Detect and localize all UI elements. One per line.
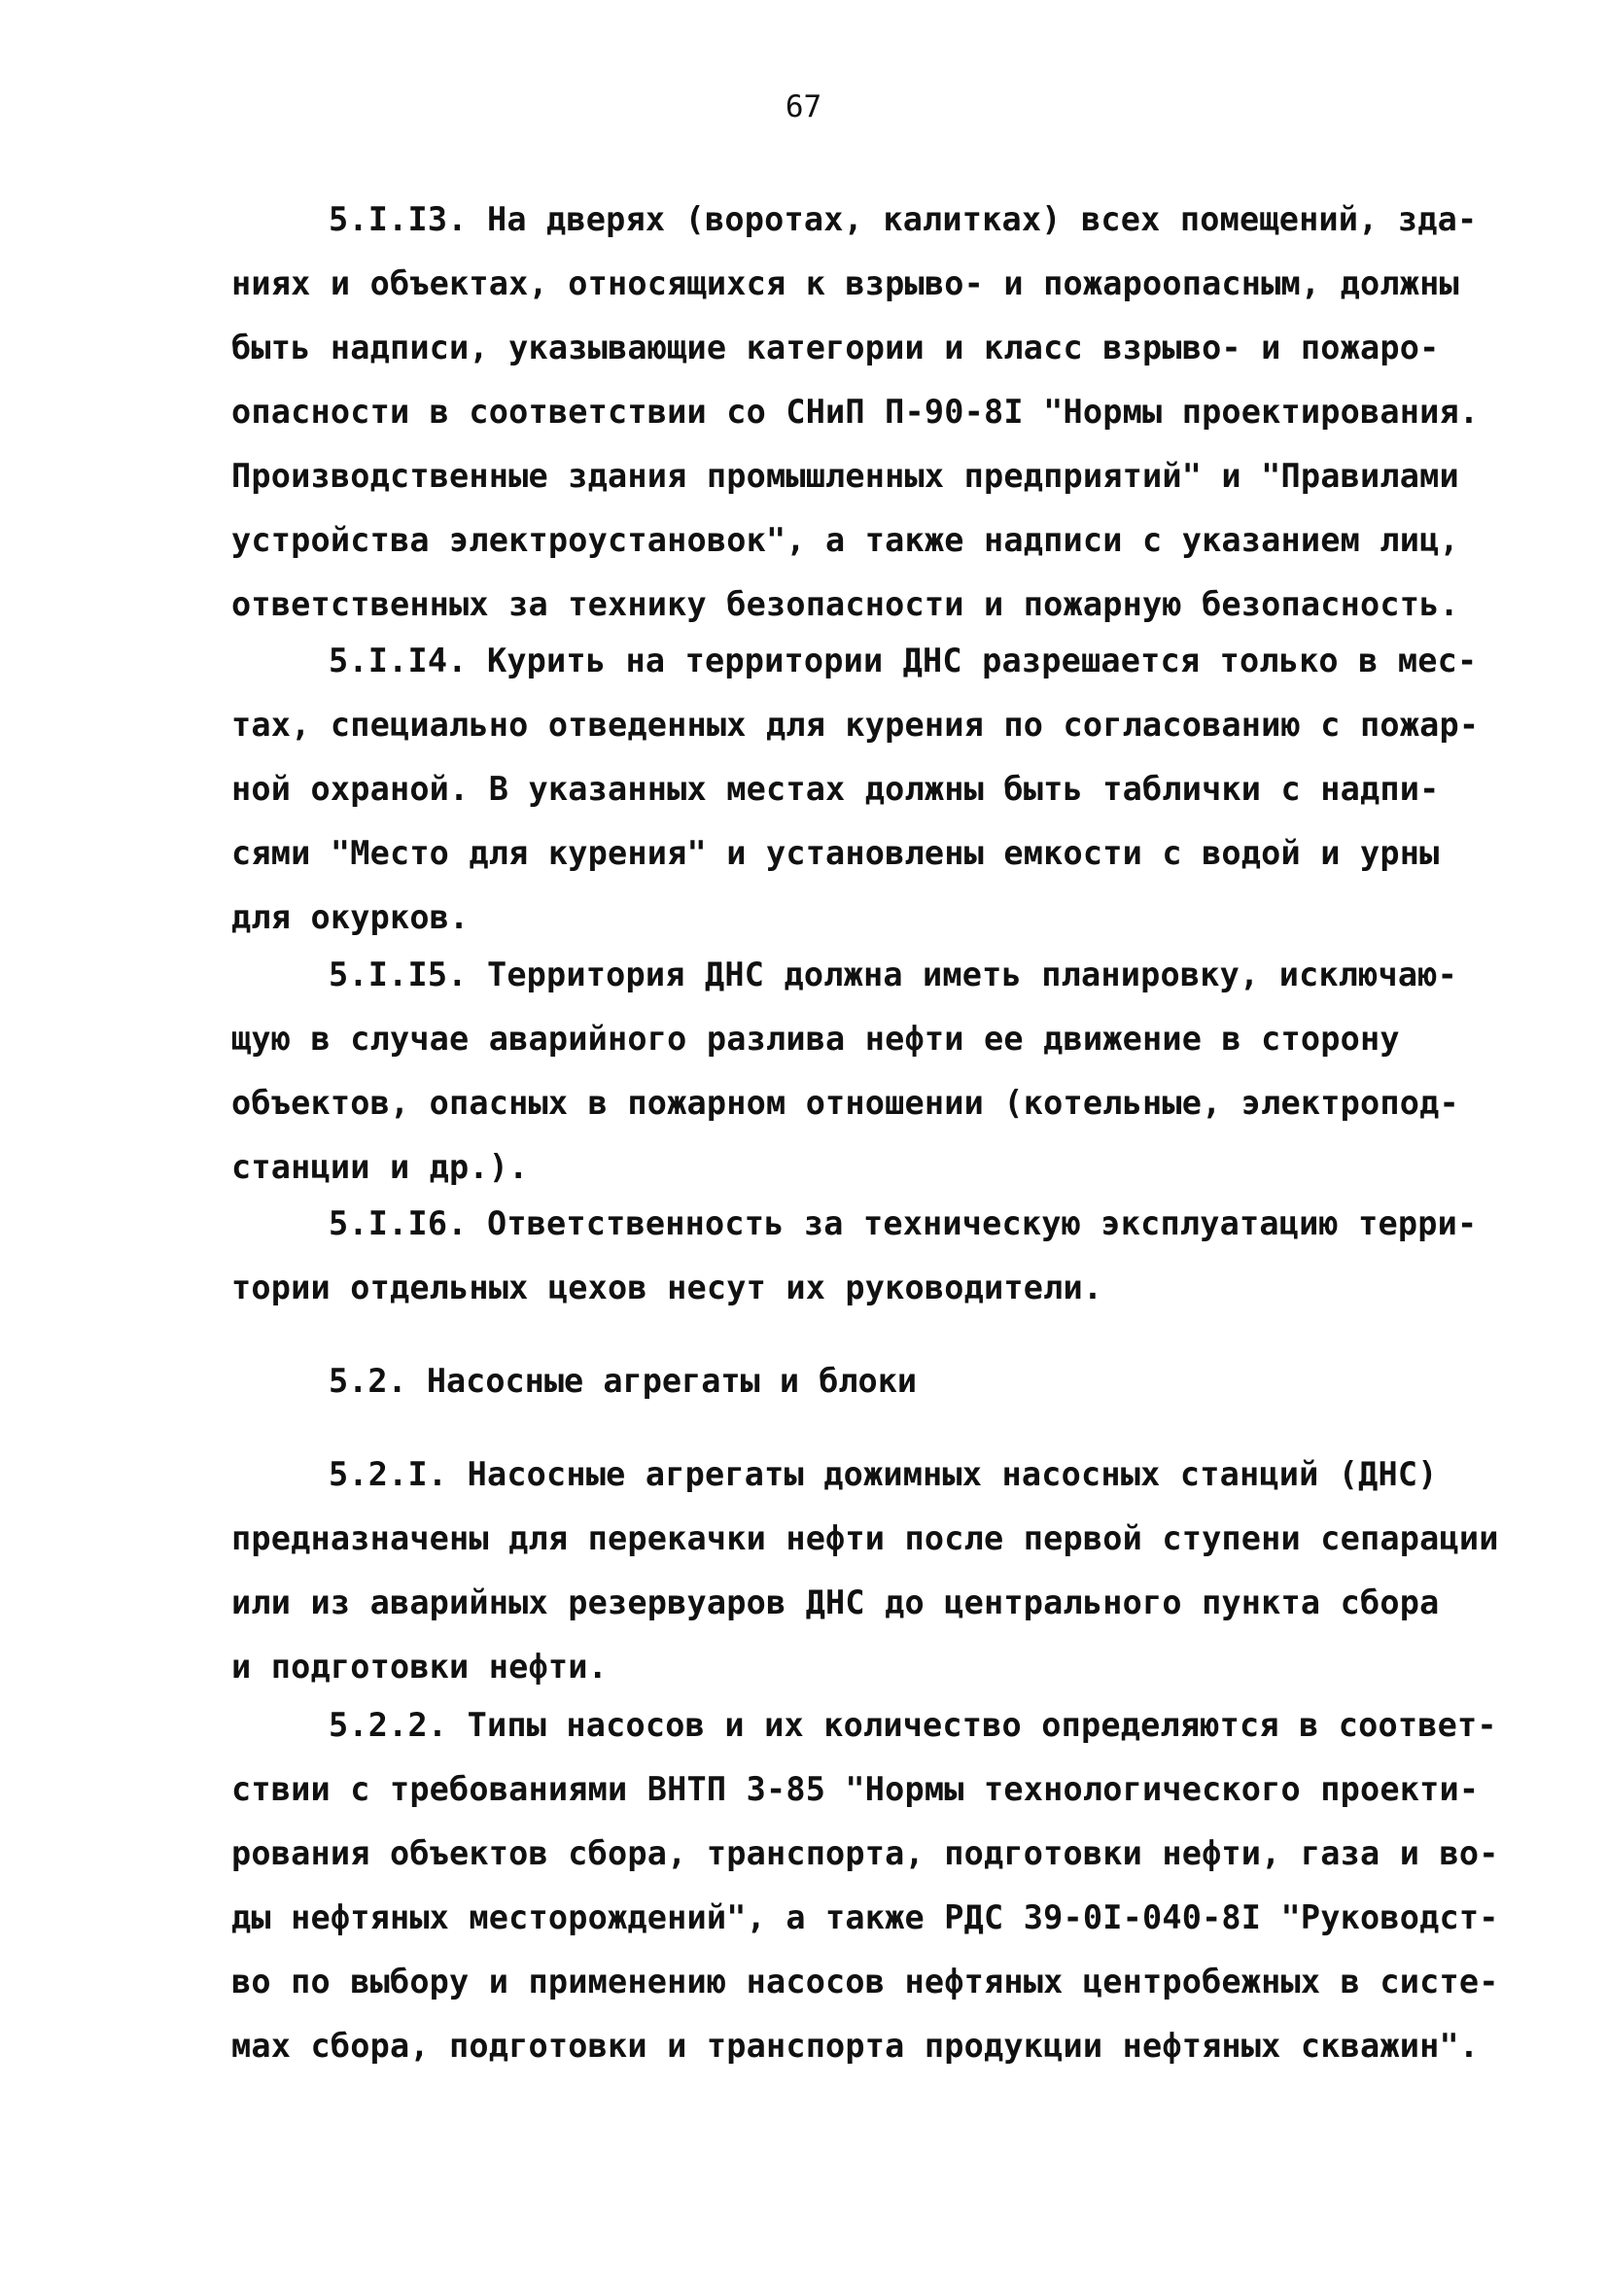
page-number: 67 bbox=[785, 89, 822, 124]
text-line: станции и др.). bbox=[231, 1148, 529, 1186]
text-line: устройства электроустановок", а также надписи с указанием лиц, bbox=[231, 521, 1459, 559]
text-line: или из аварийных резервуаров ДНС до центрального пункта сбора bbox=[231, 1583, 1440, 1621]
text-line: 5.I.I6. Ответственность за техническую эксплуатацию терри- bbox=[329, 1204, 1478, 1242]
paragraph-5-1-14 bbox=[231, 629, 1480, 950]
text-line: 5.I.I5. Территория ДНС должна иметь планировку, исключаю- bbox=[329, 956, 1458, 993]
text-line: ной охраной. В указанных местах должны быть таблички с надпи- bbox=[231, 770, 1440, 808]
text-line: 5.2.I. Насосные агрегаты дожимных насосных станций (ДНС) bbox=[329, 1455, 1438, 1493]
text-line: ответственных за технику безопасности и пожарную безопасность. bbox=[231, 585, 1459, 623]
paragraph-5-1-16 bbox=[231, 1192, 1478, 1320]
text-line: быть надписи, указывающие категории и класс взрыво- и пожаро- bbox=[231, 329, 1440, 366]
paragraph-5-2-2 bbox=[231, 1693, 1499, 2078]
paragraph-5-2-1 bbox=[231, 1443, 1499, 1699]
section-heading: 5.2. Насосные агрегаты и блоки bbox=[329, 1362, 918, 1400]
text-line: и подготовки нефти. bbox=[231, 1648, 609, 1686]
text-line: рования объектов сбора, транспорта, подготовки нефти, газа и во- bbox=[231, 1834, 1499, 1872]
text-line: тории отдельных цехов несут их руководители. bbox=[231, 1269, 1103, 1306]
text-line: для окурков. bbox=[231, 898, 470, 936]
text-line: опасности в соответствии со СНиП П-90-8I "Нормы проектирования. bbox=[231, 393, 1480, 431]
text-line: объектов, опасных в пожарном отношении (котельные, электропод- bbox=[231, 1084, 1459, 1122]
text-line: тах, специально отведенных для курения по согласованию с пожар- bbox=[231, 706, 1480, 744]
text-line: щую в случае аварийного разлива нефти ее движение в сторону bbox=[231, 1020, 1400, 1058]
text-line: во по выбору и применению насосов нефтяных центробежных в систе- bbox=[231, 1963, 1499, 2000]
paragraph-5-1-13 bbox=[231, 188, 1480, 637]
text-line: предназначены для перекачки нефти после первой ступени сепарации bbox=[231, 1519, 1499, 1557]
text-line: Производственные здания промышленных предприятий" и "Правилами bbox=[231, 457, 1459, 495]
text-line: ниях и объектах, относящихся к взрыво- и пожароопасным, должны bbox=[231, 264, 1459, 302]
text-line: 5.2.2. Типы насосов и их количество определяются в соответ- bbox=[329, 1706, 1497, 1744]
text-line: мах сбора, подготовки и транспорта продукции нефтяных скважин". bbox=[231, 2027, 1480, 2065]
text-line: сями "Место для курения" и установлены емкости с водой и урны bbox=[231, 834, 1440, 872]
text-line: 5.I.I4. Курить на территории ДНС разрешается только в мес- bbox=[329, 642, 1478, 679]
text-line: 5.I.I3. На дверях (воротах, калитках) всех помещений, зда- bbox=[329, 200, 1478, 238]
paragraph-5-1-15 bbox=[231, 943, 1466, 1200]
text-line: ствии с требованиями ВНТП 3-85 "Нормы технологического проекти- bbox=[231, 1770, 1480, 1808]
text-line: ды нефтяных месторождений", а также РДС 39-0I-040-8I "Руководст- bbox=[231, 1898, 1499, 1936]
